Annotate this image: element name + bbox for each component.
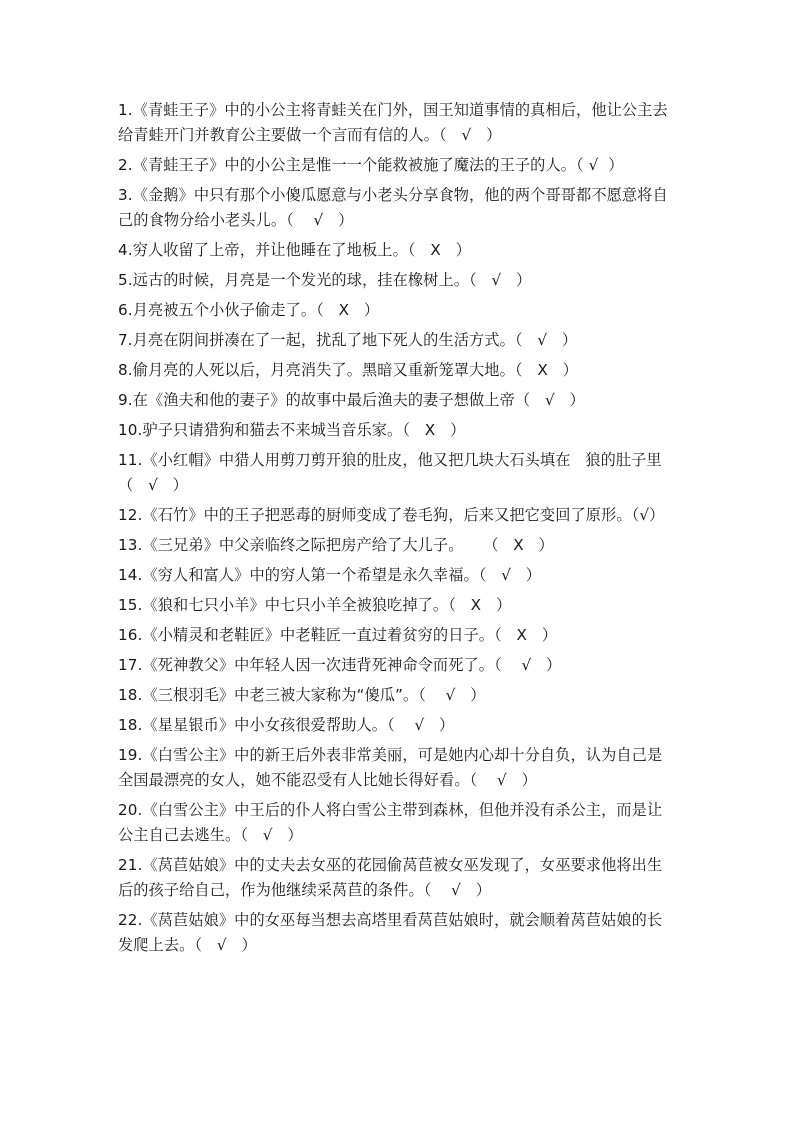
list-item: 11.《小红帽》中猎人用剪刀剪开狼的肚皮，他又把几块大石头填在 狼的肚子里 （ √ ） [118,451,677,494]
list-item: 4.穷人收留了上帝，并让他睡在了地板上。（ X ） [118,241,471,259]
list-item: 15.《狼和七只小羊》中七只小羊全被狼吃掉了。（ X ） [118,596,512,614]
list-item: 16.《小精灵和老鞋匠》中老鞋匠一直过着贫穷的日子。（ X ） [118,626,558,644]
list-item: 2.《青蛙王子》中的小公主是惟一一个能救被施了魔法的王子的人。（ √ ） [118,156,624,174]
list-item: 7.月亮在阴间拼凑在了一起，扰乱了地下死人的生活方式。（ √ ） [118,331,578,349]
list-item: 18.《星星银币》中小女孩很爱帮助人。（ √ ） [118,716,455,734]
list-item: 18.《三根羽毛》中老三被大家称为“傻瓜”。（ √ ） [118,686,486,704]
list-item: 17.《死神教父》中年轻人因一次违背死神命令而死了。（ √ ） [118,656,562,674]
list-item: 9.在《渔夫和他的妻子》的故事中最后渔夫的妻子想做上帝（ √ ） [118,391,585,409]
list-item: 3.《金鹅》中只有那个小傻瓜愿意与小老头分享食物，他的两个哥哥都不愿意将自己的食物分给小老头儿。（ √ ） [118,186,668,229]
list-item: 19.《白雪公主》中的新王后外表非常美丽，可是她内心却十分自负，认为自己是全国最漂亮的女人，她不能忍受有人比她长得好看。（ √ ） [118,746,663,789]
list-item: 5.远古的时候，月亮是一个发光的球，挂在橡树上。（ √ ） [118,271,532,289]
list-item: 8.偷月亮的人死以后，月亮消失了。黑暗又重新笼罩大地。（ X ） [118,361,578,379]
question-list [118,98,677,963]
list-item: 12.《石竹》中的王子把恶毒的厨师变成了卷毛狗，后来又把它变回了原形。（√） [118,506,665,524]
list-item: 6.月亮被五个小伙子偷走了。（ X ） [118,301,380,319]
list-item: 22.《莴苣姑娘》中的女巫每当想去高塔里看莴苣姑娘时，就会顺着莴苣姑娘的长发爬上去。（ √ ） [118,911,663,954]
list-item: 21.《莴苣姑娘》中的丈夫去女巫的花园偷莴苣被女巫发现了，女巫要求他将出生后的孩子给自己，作为他继续采莴苣的条件。（ √ ） [118,856,663,899]
list-item: 14.《穷人和富人》中的穷人第一个希望是永久幸福。（ √ ） [118,566,542,584]
list-item: 10.驴子只请猎狗和猫去不来城当音乐家。（ X ） [118,421,466,439]
list-item: 13.《三兄弟》中父亲临终之际把房产给了大儿子。 （ X ） [118,536,554,554]
list-item: 1.《青蛙王子》中的小公主将青蛙关在门外，国王知道事情的真相后，他让公主去给青蛙开门并教育公主要做一个言而有信的人。（ √ ） [118,101,668,144]
list-item: 20.《白雪公主》中王后的仆人将白雪公主带到森林，但他并没有杀公主，而是让公主自己去逃生。（ √ ） [118,801,663,844]
